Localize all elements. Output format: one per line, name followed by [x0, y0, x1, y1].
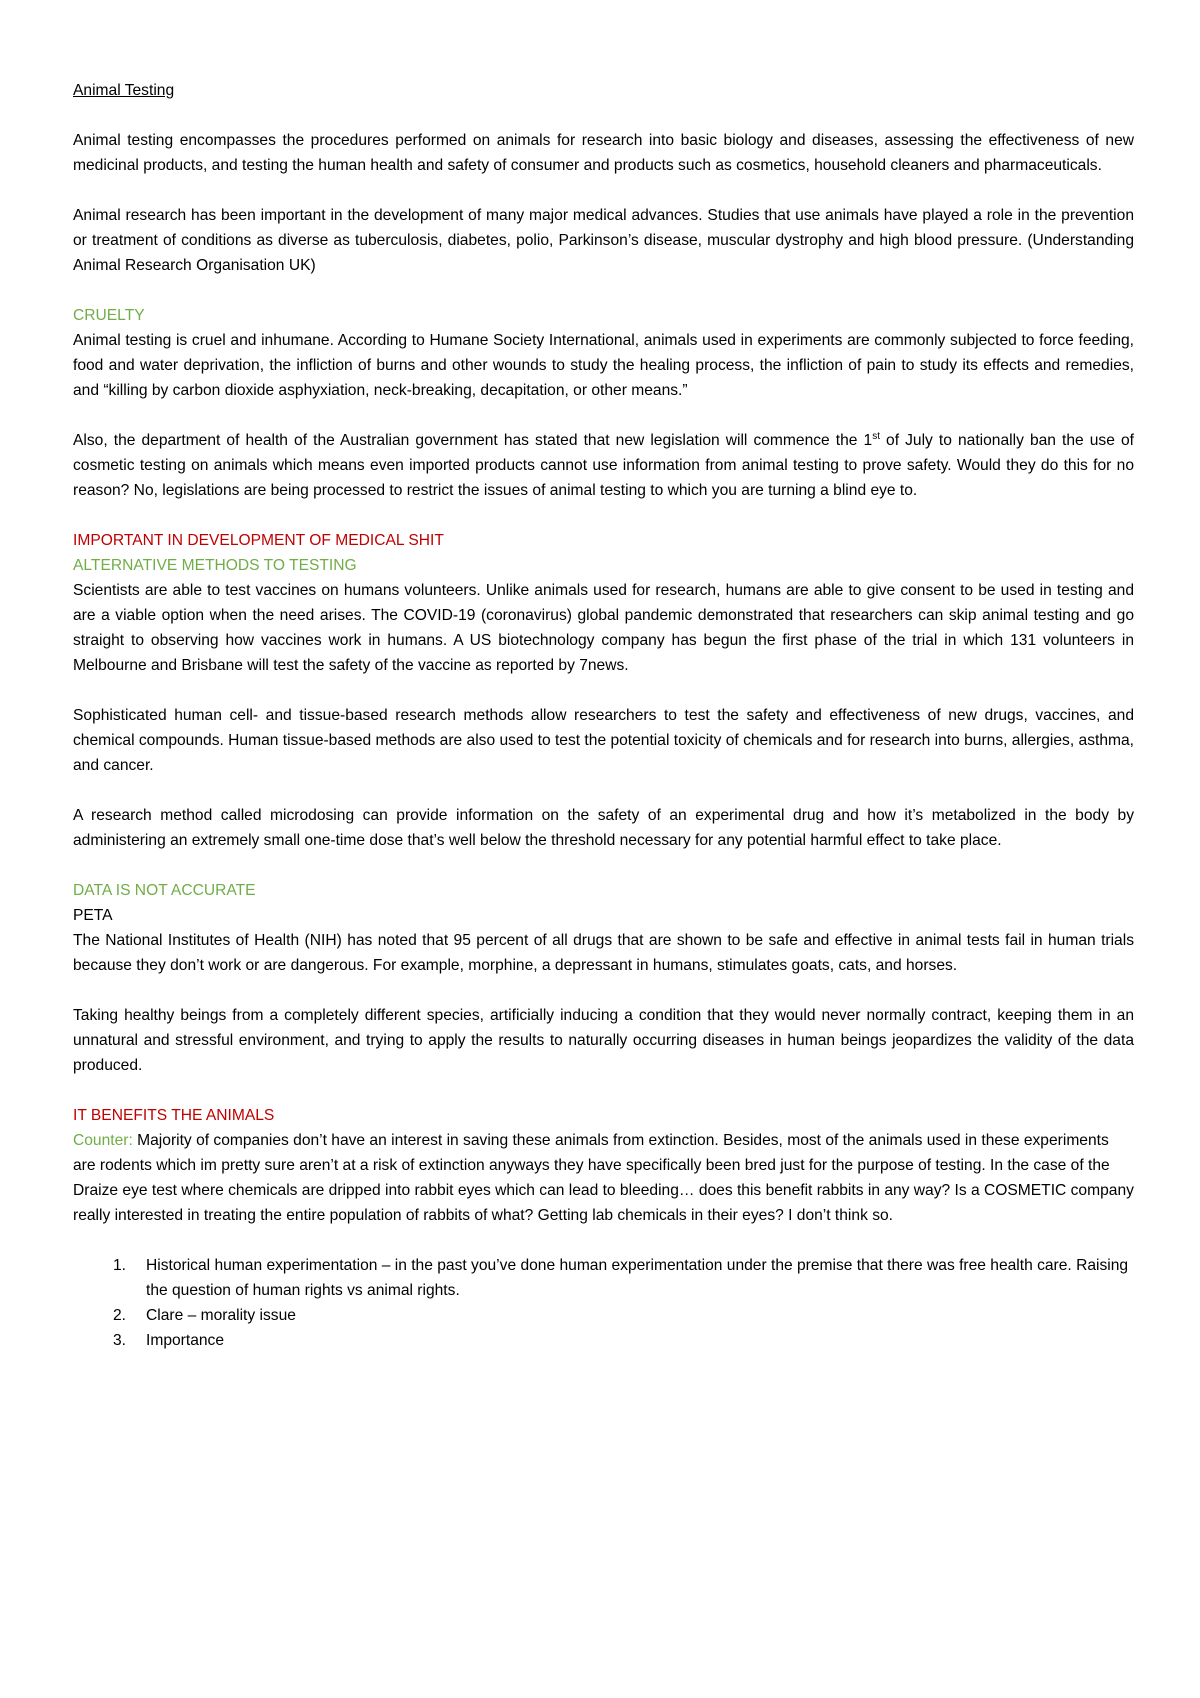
legislation-text-start: Also, the department of health of the Australian government has stated that new legislation will commence the 1 [73, 432, 873, 449]
intro-paragraph: Animal research has been important in the development of many major medical advances. Studies that use animals have played a role in the prevention or treatment of conditions as diverse as tuberculosis, diabetes, polio, Parkinson’s disease, muscular dystrophy and high blood pressure. (Understanding Animal Research Organisation UK) [73, 207, 1134, 274]
list-number: 3. [113, 1332, 127, 1349]
list-text: Importance [146, 1332, 225, 1349]
accuracy-paragraph: Taking healthy beings from a completely different species, artificially inducing a condition that they would never normally contract, keeping them in an unnatural and stressful environment, and trying to apply the results to naturally occurring diseases in human beings jeopardizes the validity of the data produced. [73, 1007, 1134, 1074]
alternatives-heading: ALTERNATIVE METHODS TO TESTING [73, 557, 357, 574]
medical-development-heading: IMPORTANT IN DEVELOPMENT OF MEDICAL SHIT [73, 532, 444, 549]
cruelty-heading: CRUELTY [73, 307, 145, 324]
benefits-heading: IT BENEFITS THE ANIMALS [73, 1107, 275, 1124]
accuracy-source: PETA [73, 907, 113, 924]
list-item [73, 1328, 1134, 1353]
list-text: Historical human experimentation – in the past you’ve done human experimentation under the premise that there was free health care. Raising the question of human rights vs animal rights. [146, 1257, 1129, 1299]
list-text: Clare – morality issue [146, 1307, 296, 1324]
alternatives-paragraph: Scientists are able to test vaccines on humans volunteers. Unlike animals used for research, humans are able to give consent to be used in testing and are a viable option when the need arises. The COVID-19 (coronavirus) global pandemic demonstrated that researchers can skip animal testing and go straight to observing how vaccines work in humans. A US biotechnology company has begun the first phase of the trial in which 131 volunteers in Melbourne and Brisbane will test the safety of the vaccine as reported by 7news. [73, 582, 1134, 674]
alternatives-paragraph: A research method called microdosing can provide information on the safety of an experimental drug and how it’s metabolized in the body by administering an extremely small one-time dose that’s well below the threshold necessary for any potential harmful effect to take place. [73, 807, 1134, 849]
counter-text: Majority of companies don’t have an interest in saving these animals from extinction. Besides, most of the animals used in these experiments are rodents which im pretty sure aren’t at a risk of extinction anyways they have specifically been bred just for the purpose of testing. In the case of the Draize eye test where chemicals are dripped into rabbit eyes which can lead to bleeding… does this benefit rabbits in any way? Is a COSMETIC company really interested in treating the entire population of rabbits of what? Getting lab chemicals in their eyes? I don’t think so. [73, 1132, 1134, 1224]
list-number: 1. [113, 1257, 127, 1274]
intro-paragraph: Animal testing encompasses the procedures performed on animals for research into basic biology and diseases, assessing the effectiveness of new medicinal products, and testing the human health and safety of consumer and products such as cosmetics, household cleaners and pharmaceuticals. [73, 132, 1134, 174]
legislation-superscript: st [872, 430, 880, 442]
counter-label: Counter: [73, 1132, 133, 1149]
accuracy-heading: DATA IS NOT ACCURATE [73, 882, 256, 899]
list-item [73, 1253, 1134, 1303]
document-title: Animal Testing [73, 82, 175, 99]
list-item [73, 1303, 1134, 1328]
cruelty-paragraph: Animal testing is cruel and inhumane. According to Humane Society International, animals used in experiments are commonly subjected to force feeding, food and water deprivation, the infliction of burns and other wounds to study the healing process, the infliction of pain to study its effects and remedies, and “killing by carbon dioxide asphyxiation, neck-breaking, decapitation, or other means.” [73, 332, 1134, 399]
legislation-text-end: of July to nationally ban the use of cosmetic testing on animals which means even imported products cannot use information from animal testing to prove safety. Would they do this for no reason? No, legislations are being processed to restrict the issues of animal testing to which you are turning a blind eye to. [73, 432, 1134, 499]
numbered-list [73, 1253, 1134, 1353]
legislation-paragraph [73, 428, 1134, 503]
accuracy-paragraph: The National Institutes of Health (NIH) has noted that 95 percent of all drugs that are shown to be safe and effective in animal tests fail in human trials because they don’t work or are dangerous. For example, morphine, a depressant in humans, stimulates goats, cats, and horses. [73, 932, 1134, 974]
counter-paragraph [73, 1128, 1134, 1228]
list-number: 2. [113, 1307, 127, 1324]
alternatives-paragraph: Sophisticated human cell- and tissue-based research methods allow researchers to test the safety and effectiveness of new drugs, vaccines, and chemical compounds. Human tissue-based methods are also used to test the potential toxicity of chemicals and for research into burns, allergies, asthma, and cancer. [73, 707, 1134, 774]
